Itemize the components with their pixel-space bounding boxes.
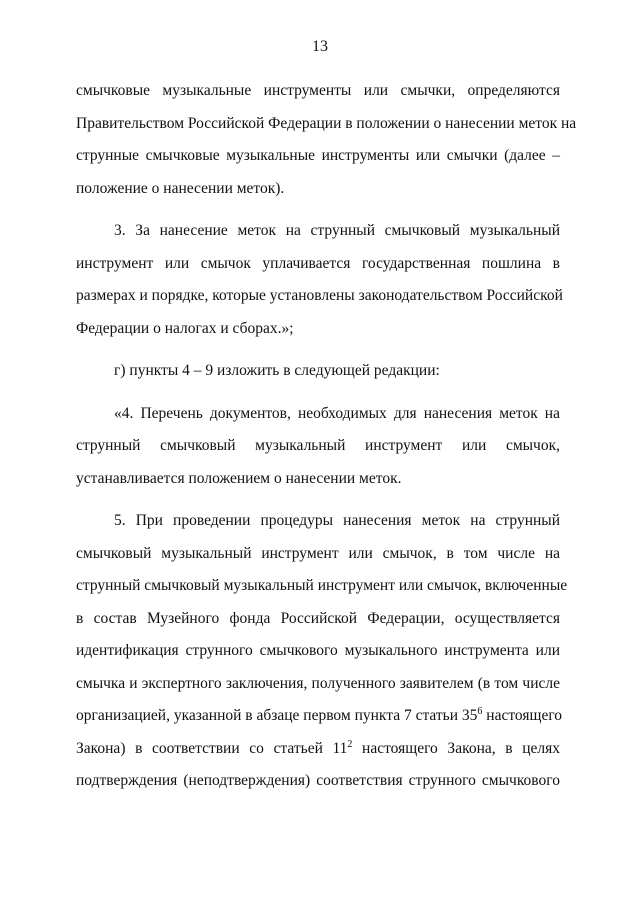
text-line: инструмент или смычок уплачивается государственная пошлина в: [76, 254, 560, 272]
paragraph-subitem-g: [76, 355, 560, 388]
page-number: 13: [312, 38, 328, 55]
text-line: «4. Перечень документов, необходимых для нанесения меток на: [114, 404, 560, 422]
text-line: устанавливается положением о нанесении меток.: [76, 469, 402, 487]
paragraph-item-5: [76, 505, 568, 798]
text-line: идентификация струнного смычкового музыкального инструмента или: [76, 642, 560, 659]
paragraph-continuation: [76, 75, 577, 205]
text-line: смычка и экспертного заключения, полученного заявителем (в том числе: [76, 674, 560, 692]
text-line: размерах и порядке, которые установлены законодательством Российской: [76, 287, 563, 304]
paragraph-item-3: [76, 215, 563, 345]
text-run: Закона) в соответствии со статьей 11: [76, 739, 348, 757]
text-line: струнные смычковые музыкальные инструменты или смычки (далее –: [76, 147, 560, 164]
text-line: г) пункты 4 – 9 изложить в следующей редакции:: [114, 362, 440, 379]
text-line: Федерации о налогах и сборах.»;: [76, 319, 294, 337]
text-line: [76, 733, 560, 766]
text-line: подтверждения (неподтверждения) соответствия струнного смычкового: [76, 772, 560, 789]
text-line: 3. За нанесение меток на струнный смычковый музыкальный: [114, 222, 560, 239]
text-line: [76, 700, 563, 733]
paragraph-item-4: [76, 398, 560, 496]
text-line: 5. При проведении процедуры нанесения меток на струнный: [114, 512, 560, 529]
text-line: струнный смычковый музыкальный инструмент или смычок, включенные: [76, 577, 568, 594]
text-run: организацией, указанной в абзаце первом пункта 7 статьи 35: [76, 707, 478, 724]
text-line: положение о нанесении меток).: [76, 179, 285, 197]
superscript: 6: [477, 706, 483, 717]
text-line: смычковый музыкальный инструмент или смычок, в том числе на: [76, 544, 560, 562]
text-run: настоящего: [482, 707, 563, 724]
text-line: смычковые музыкальные инструменты или смычки, определяются: [76, 82, 560, 99]
document-body: [76, 75, 577, 798]
text-line: в состав Музейного фонда Российской Федерации, осуществляется: [76, 609, 560, 627]
text-run: настоящего Закона, в целях: [352, 739, 560, 757]
text-line: струнный смычковый музыкальный инструмент или смычок,: [76, 437, 560, 454]
text-line: Правительством Российской Федерации в положении о нанесении меток на: [76, 114, 577, 132]
superscript: 2: [347, 738, 353, 750]
